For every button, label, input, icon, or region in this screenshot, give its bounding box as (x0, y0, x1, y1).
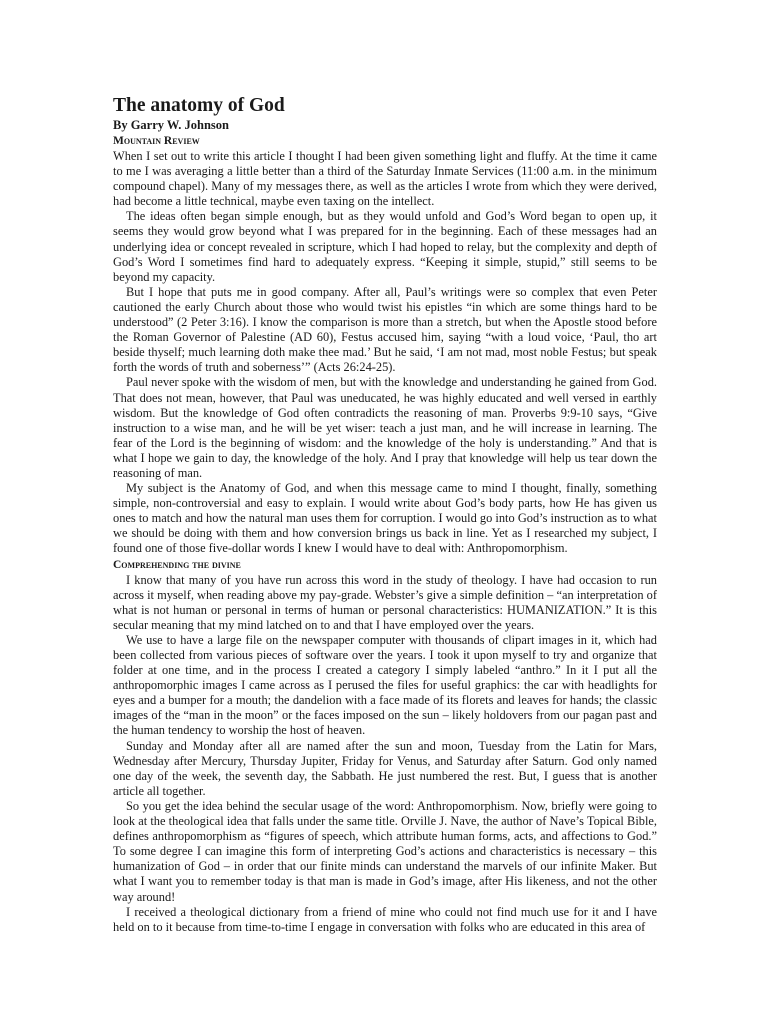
body-paragraph: My subject is the Anatomy of God, and when this message came to mind I thought, finally, something simple, non-controversial and easy to explain. I would write about God’s body parts, how He has given us ones to match and how the natural man uses them for corruption. I would go into God’s instruction as to what we should be doing with them and how conversion brings us back in line. Yet as I researched my subject, I found one of those five-dollar words I knew I would have to deal with: Anthropomorphism. (113, 481, 657, 556)
body-paragraph: Sunday and Monday after all are named after the sun and moon, Tuesday from the Latin for Mars, Wednesday after Mercury, Thursday Jupiter, Friday for Venus, and Saturday after Saturn. God only named one day of the week, the seventh day, the Sabbath. He just numbered the rest. But, I guess that is another article all together. (113, 738, 657, 798)
body-paragraph: So you get the idea behind the secular usage of the word: Anthropomorphism. Now, briefly were going to look at the theological idea that falls under the same title. Orville J. Nave, the author of Nave’s Topical Bible, defines anthropomorphism as “figures of speech, which attribute human forms, acts, and affections to God.” To some degree I can imagine this form of interpreting God’s actions and characteristics is necessary – this humanization of God – in order that our finite minds can understand the marvels of our infinite Maker. But what I want you to remember today is that man is made in God’s image, after His likeness, and not the other way around! (113, 798, 657, 904)
column-name: Mountain Review (113, 135, 200, 147)
body-paragraph: When I set out to write this article I thought I had been given something light and fluffy. At the time it came to me I was averaging a little better than a third of the Saturday Inmate Services (11:00 a.m. in the minimum compound chapel). Many of my messages there, as well as the articles I wrote from which they were derived, had become a little technical, maybe even taxing on the intellect. (113, 149, 657, 209)
article-body (113, 149, 657, 557)
section-body (113, 573, 657, 935)
article-title: The anatomy of God (113, 95, 285, 116)
body-paragraph: I received a theological dictionary from a friend of mine who could not find much use for it and I have held on to it because from time-to-time I engage in conversation with folks who are educated in this area of (113, 904, 657, 934)
section-heading: Comprehending the divine (113, 558, 241, 571)
body-paragraph: I know that many of you have run across this word in the study of theology. I have had occasion to run across it myself, when reading above my pay-grade. Webster’s give a simple definition – “an interpretation of what is not human or personal in terms of human or personal characteristics: HUMANIZATION.” It is this secular meaning that my mind latched on to and that I have employed over the years. (113, 572, 657, 632)
article-byline: By Garry W. Johnson (113, 118, 230, 132)
body-paragraph: The ideas often began simple enough, but as they would unfold and God’s Word began to open up, it seems they would grow beyond what I was prepared for in the beginning. Each of these messages had an underlying idea or concept revealed in scripture, which I had hoped to relay, but the complexity and depth of God’s Word I sometimes find hard to adequately express. “Keeping it simple, stupid,” still seems to be beyond my capacity. (113, 209, 657, 284)
body-paragraph: But I hope that puts me in good company. After all, Paul’s writings were so complex that even Peter cautioned the early Church about those who would twist his epistles “in which are some things hard to be understood” (2 Peter 3:16). I know the comparison is more than a stretch, but when the Apostle stood before the Roman Governor of Palestine (AD 60), Festus accused him, saying “with a loud voice, ‘Paul, tho art beside thyself; much learning doth make thee mad.’ But he said, ‘I am not mad, most noble Festus; but speak forth the words of truth and soberness’” (Acts 26:24-25). (113, 284, 657, 375)
body-paragraph: Paul never spoke with the wisdom of men, but with the knowledge and understanding he gained from God. That does not mean, however, that Paul was uneducated, he was highly educated and well versed in earthly wisdom. But the knowledge of God often contradicts the reasoning of man. Proverbs 9:9-10 says, “Give instruction to a wise man, and he will be yet wiser: teach a just man, and he will increase in learning. The fear of the Lord is the beginning of wisdom: and the knowledge of the holy is understanding.” And that is what I hope we gain to day, the knowledge of the holy. And I pray that knowledge will help us tear down the reasoning of man. (113, 375, 657, 480)
article-page (113, 94, 657, 935)
body-paragraph: We use to have a large file on the newspaper computer with thousands of clipart images in it, which had been collected from various pieces of software over the years. I took it upon myself to try and organize that folder at one time, and in the process I created a category I simply labeled “anthro.” In it I put all the anthropomorphic images I came across as I perused the files for useful graphics: the car with headlights for eyes and a bumper for a mouth; the dandelion with a face made of its florets and leaves for hands; the classic images of the “man in the moon” or the faces imposed on the sun – likely holdovers from our pagan past and the human tendency to worship the host of heaven. (113, 632, 657, 738)
